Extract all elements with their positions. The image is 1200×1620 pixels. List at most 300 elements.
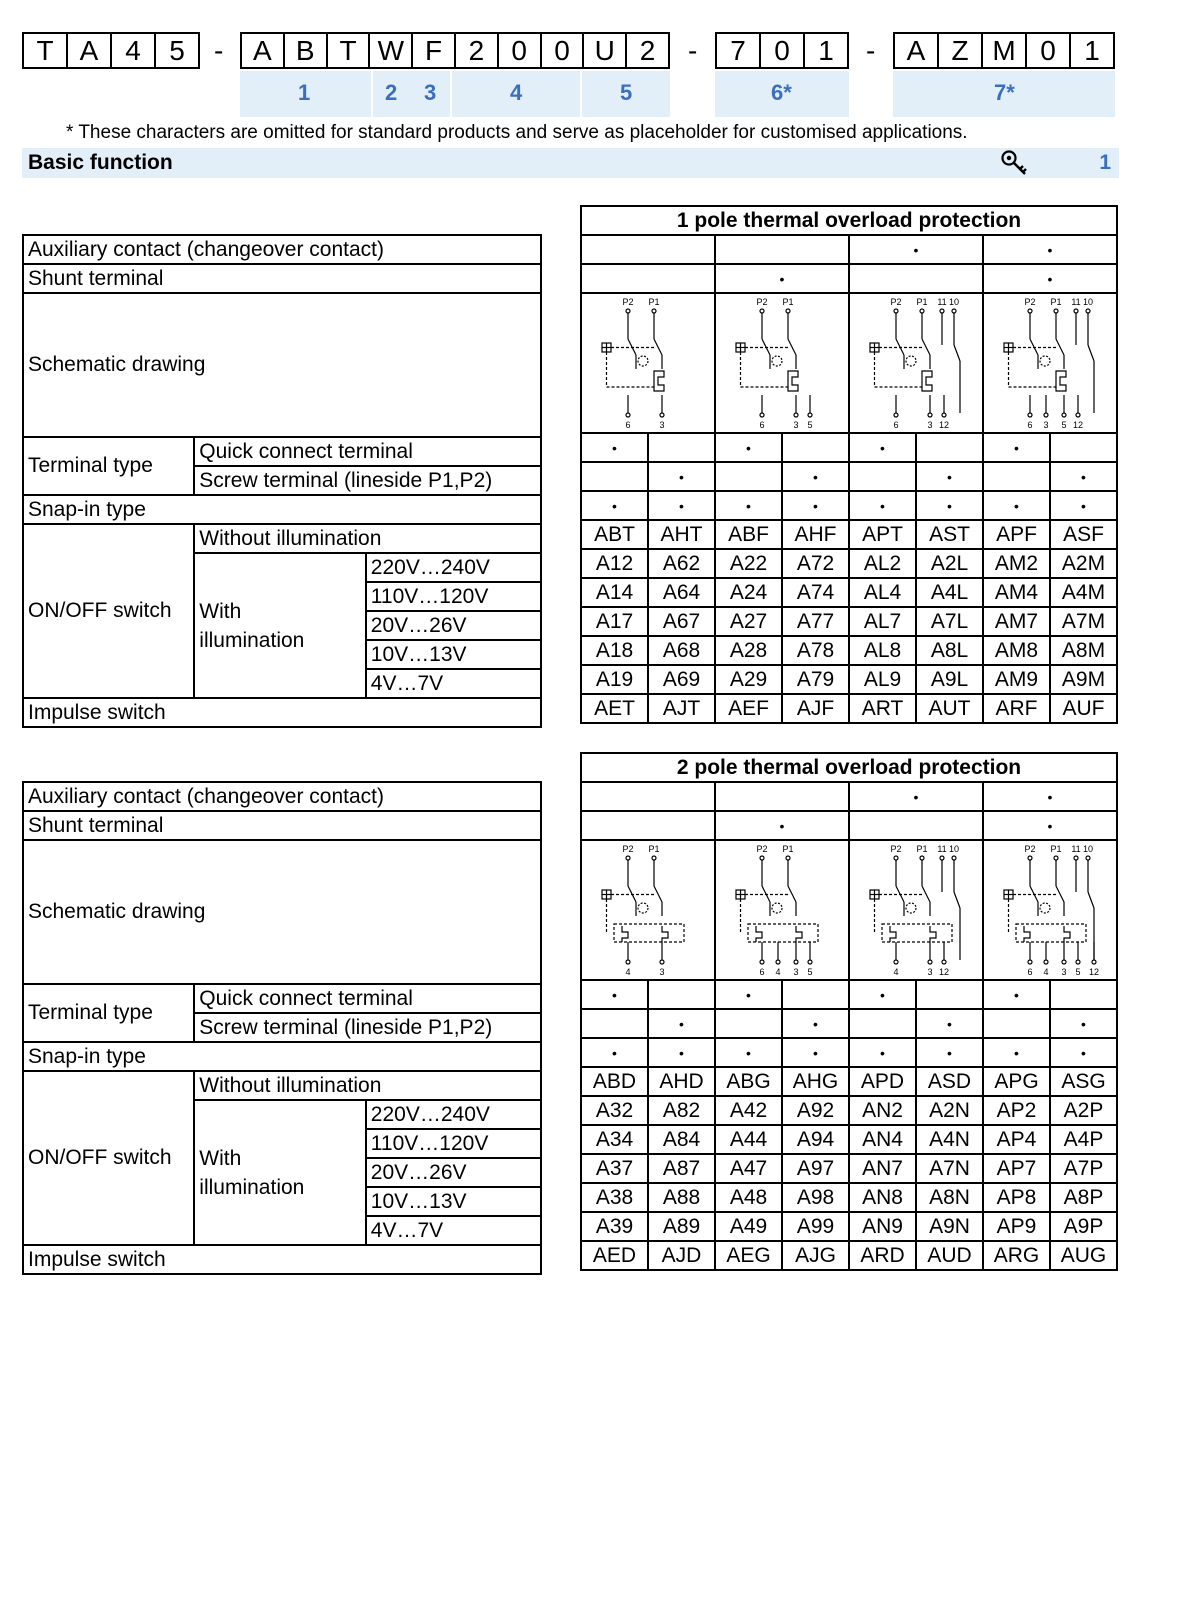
code-cell: A17 [581, 607, 648, 636]
code-cell: AEF [715, 694, 782, 723]
code-cell: ARD [849, 1241, 916, 1270]
code-cell: A92 [782, 1096, 849, 1125]
code-cell: A24 [715, 578, 782, 607]
position-number: 1 [298, 80, 311, 105]
quick-cell: • [581, 433, 648, 462]
code-cell: A34 [581, 1125, 648, 1154]
label-screw: Screw terminal (lineside P1,P2) [194, 466, 541, 495]
shunt-cell: • [983, 811, 1117, 840]
code-cell: ABG [715, 1067, 782, 1096]
code-cell: AL8 [849, 636, 916, 665]
quick-cell: • [715, 980, 782, 1009]
code-cell: A39 [581, 1212, 648, 1241]
code-cell: A78 [782, 636, 849, 665]
code-char: U [584, 34, 627, 67]
svg-text:3: 3 [793, 967, 799, 977]
code-char: A [242, 34, 285, 67]
quick-cell [1050, 980, 1117, 1009]
quick-cell: • [849, 433, 916, 462]
schematic-drawing [588, 295, 708, 431]
svg-text:6: 6 [1027, 420, 1033, 430]
schematic-drawing [722, 842, 842, 978]
section-number: 1 [1099, 151, 1111, 174]
svg-text:P1: P1 [782, 297, 794, 307]
code-char: T [24, 34, 68, 67]
code-cell: AHD [648, 1067, 715, 1096]
schematic-cell [849, 840, 983, 980]
label-snap: Snap-in type [23, 1042, 541, 1071]
code-char: 2 [639, 34, 656, 66]
code-cell: A94 [782, 1125, 849, 1154]
label-voltage: 20V…26V [366, 611, 541, 640]
label-snap: Snap-in type [23, 495, 541, 524]
label-terminal-type: Terminal type [23, 984, 194, 1042]
aux-cell: • [849, 235, 983, 264]
code-cell: A99 [782, 1212, 849, 1241]
code-cell: A2P [1050, 1096, 1117, 1125]
code-cell: A4M [1050, 578, 1117, 607]
code-table-1 [580, 205, 1118, 724]
code-char: T [328, 34, 371, 67]
svg-text:P2: P2 [756, 297, 768, 307]
label-onoff: ON/OFF switch [23, 524, 194, 698]
code-cell: A84 [648, 1125, 715, 1154]
code-cell: A44 [715, 1125, 782, 1154]
quick-cell [916, 433, 983, 462]
position-number: 5 [620, 80, 633, 105]
quick-cell: • [849, 980, 916, 1009]
screw-cell: • [648, 462, 715, 491]
screw-cell [715, 1009, 782, 1038]
code-cell: A49 [715, 1212, 782, 1241]
shunt-cell [849, 811, 983, 840]
shunt-cell [581, 811, 715, 840]
code-char: A [895, 34, 939, 67]
svg-text:3: 3 [1061, 967, 1067, 977]
code-char: 0 [542, 34, 585, 67]
code-cell: AP7 [983, 1154, 1050, 1183]
code-cell: AP4 [983, 1125, 1050, 1154]
code-cell: A4N [916, 1125, 983, 1154]
code-cell: A98 [782, 1183, 849, 1212]
code-cell: ABT [581, 520, 648, 549]
screw-cell: • [1050, 462, 1117, 491]
code-separator: - [866, 35, 876, 66]
svg-text:12: 12 [938, 967, 950, 977]
screw-cell [849, 462, 916, 491]
shunt-cell: • [715, 264, 849, 293]
code-cell: A22 [715, 549, 782, 578]
code-char: 4 [112, 34, 156, 67]
code-cell: APD [849, 1067, 916, 1096]
position-number: 6* [771, 80, 792, 105]
svg-text:P2: P2 [1024, 297, 1036, 307]
code-cell: AL9 [849, 665, 916, 694]
snap-cell: • [715, 491, 782, 520]
labels-table-1 [22, 234, 542, 728]
quick-cell [648, 980, 715, 1009]
svg-text:10: 10 [948, 297, 960, 307]
code-cell: ABD [581, 1067, 648, 1096]
screw-cell [849, 1009, 916, 1038]
code-cell: A37 [581, 1154, 648, 1183]
svg-text:4: 4 [625, 967, 631, 977]
label-illumination: illumination [199, 1175, 305, 1199]
label-voltage: 20V…26V [366, 1158, 541, 1187]
code-group-2 [240, 32, 670, 69]
svg-text:6: 6 [625, 420, 631, 430]
snap-cell: • [1050, 1038, 1117, 1067]
svg-text:3: 3 [793, 420, 799, 430]
screw-cell: • [782, 1009, 849, 1038]
screw-cell [983, 462, 1050, 491]
svg-text:6: 6 [1027, 967, 1033, 977]
svg-text:10: 10 [1082, 297, 1094, 307]
code-cell: AP2 [983, 1096, 1050, 1125]
schematic-drawing [722, 295, 842, 431]
code-cell: AHF [782, 520, 849, 549]
shunt-cell: • [715, 811, 849, 840]
svg-text:P1: P1 [916, 844, 928, 854]
section-title: Basic function [28, 151, 173, 174]
snap-cell: • [849, 1038, 916, 1067]
code-cell: ART [849, 694, 916, 723]
svg-text:12: 12 [1072, 420, 1084, 430]
label-quick: Quick connect terminal [194, 437, 541, 466]
code-cell: AL4 [849, 578, 916, 607]
code-cell: AET [581, 694, 648, 723]
code-cell: AN2 [849, 1096, 916, 1125]
label-aux: Auxiliary contact (changeover contact) [23, 235, 541, 264]
svg-text:P2: P2 [1024, 844, 1036, 854]
code-cell: AST [916, 520, 983, 549]
code-cell: AM4 [983, 578, 1050, 607]
code-cell: APF [983, 520, 1050, 549]
svg-text:11: 11 [937, 297, 947, 307]
snap-cell: • [648, 491, 715, 520]
code-group-4 [893, 32, 1115, 69]
code-cell: ASF [1050, 520, 1117, 549]
code-cell: APG [983, 1067, 1050, 1096]
label-terminal-type: Terminal type [23, 437, 194, 495]
snap-cell: • [983, 491, 1050, 520]
code-cell: AM2 [983, 549, 1050, 578]
aux-cell [715, 782, 849, 811]
section-header [22, 148, 1119, 178]
aux-cell: • [983, 235, 1117, 264]
code-cell: A72 [782, 549, 849, 578]
code-char: 1 [818, 34, 834, 66]
svg-text:10: 10 [948, 844, 960, 854]
svg-text:6: 6 [759, 420, 765, 430]
code-cell: A62 [648, 549, 715, 578]
code-cell: AL7 [849, 607, 916, 636]
code-cell: AED [581, 1241, 648, 1270]
label-voltage: 220V…240V [366, 1100, 541, 1129]
code-cell: AJD [648, 1241, 715, 1270]
screw-cell: • [648, 1009, 715, 1038]
code-cell: A29 [715, 665, 782, 694]
screw-cell [581, 1009, 648, 1038]
svg-text:P1: P1 [648, 297, 660, 307]
aux-cell [715, 235, 849, 264]
code-cell: AM8 [983, 636, 1050, 665]
code-cell: A69 [648, 665, 715, 694]
svg-text:P2: P2 [890, 297, 902, 307]
screw-cell [581, 462, 648, 491]
code-cell: A9L [916, 665, 983, 694]
schematic-drawing [856, 295, 976, 431]
code-cell: ASG [1050, 1067, 1117, 1096]
svg-text:6: 6 [759, 967, 765, 977]
label-screw: Screw terminal (lineside P1,P2) [194, 1013, 541, 1042]
svg-text:P2: P2 [756, 844, 768, 854]
position-number: 4 [510, 80, 523, 105]
label-onoff: ON/OFF switch [23, 1071, 194, 1245]
svg-text:5: 5 [807, 420, 813, 430]
position-number: 3 [424, 80, 437, 105]
svg-text:5: 5 [1075, 967, 1081, 977]
position-number: 2 [385, 80, 398, 105]
code-separator: - [214, 35, 224, 66]
label-voltage: 10V…13V [366, 640, 541, 669]
svg-text:11: 11 [1071, 297, 1081, 307]
code-cell: A64 [648, 578, 715, 607]
code-cell: A77 [782, 607, 849, 636]
svg-text:P1: P1 [916, 297, 928, 307]
label-schematic: Schematic drawing [23, 840, 541, 984]
schematic-cell [983, 293, 1117, 433]
code-cell: AJT [648, 694, 715, 723]
code-char: 5 [169, 34, 185, 66]
code-cell: A79 [782, 665, 849, 694]
code-group-1 [22, 32, 200, 69]
svg-text:P2: P2 [890, 844, 902, 854]
quick-cell [782, 433, 849, 462]
shunt-cell [849, 264, 983, 293]
snap-cell: • [782, 491, 849, 520]
code-cell: A8N [916, 1183, 983, 1212]
code-cell: A82 [648, 1096, 715, 1125]
label-impulse: Impulse switch [23, 698, 541, 727]
code-char: W [370, 34, 413, 67]
code-char: 0 [499, 34, 542, 67]
svg-text:6: 6 [893, 420, 899, 430]
code-cell: AM9 [983, 665, 1050, 694]
code-cell: A12 [581, 549, 648, 578]
label-quick: Quick connect terminal [194, 984, 541, 1013]
aux-cell [581, 782, 715, 811]
code-cell: AUG [1050, 1241, 1117, 1270]
code-char: Z [939, 34, 983, 67]
code-cell: A38 [581, 1183, 648, 1212]
schematic-cell [715, 293, 849, 433]
label-illumination: illumination [199, 628, 305, 652]
label-with: With [199, 1146, 242, 1170]
code-group-3 [715, 32, 849, 69]
label-voltage: 110V…120V [366, 1129, 541, 1158]
svg-text:10: 10 [1082, 844, 1094, 854]
type-code-header [0, 0, 1200, 125]
label-shunt: Shunt terminal [23, 264, 541, 293]
code-cell: ABF [715, 520, 782, 549]
code-cell: A27 [715, 607, 782, 636]
code-char: 0 [761, 34, 805, 67]
code-cell: AUD [916, 1241, 983, 1270]
labels-table-2 [22, 781, 542, 1275]
label-with-illumination [194, 553, 366, 698]
code-cell: A47 [715, 1154, 782, 1183]
svg-text:P1: P1 [1050, 297, 1062, 307]
key-icon [999, 148, 1031, 178]
svg-text:11: 11 [1071, 844, 1081, 854]
svg-text:3: 3 [1043, 420, 1049, 430]
label-with: With [199, 599, 242, 623]
quick-cell [1050, 433, 1117, 462]
code-cell: AEG [715, 1241, 782, 1270]
svg-text:P2: P2 [622, 844, 634, 854]
snap-cell: • [648, 1038, 715, 1067]
code-cell: AUF [1050, 694, 1117, 723]
code-cell: AJG [782, 1241, 849, 1270]
aux-cell: • [983, 782, 1117, 811]
code-char: 2 [456, 34, 499, 67]
code-cell: A28 [715, 636, 782, 665]
code-cell: A4P [1050, 1125, 1117, 1154]
code-cell: A2M [1050, 549, 1117, 578]
code-cell: A48 [715, 1183, 782, 1212]
code-cell: AUT [916, 694, 983, 723]
svg-text:5: 5 [807, 967, 813, 977]
code-cell: ASD [916, 1067, 983, 1096]
code-cell: ARG [983, 1241, 1050, 1270]
footnote: * These characters are omitted for standard products and serve as placeholder for customised applications. [66, 122, 968, 143]
screw-cell: • [782, 462, 849, 491]
code-char: A [68, 34, 112, 67]
code-cell: AN8 [849, 1183, 916, 1212]
code-cell: A7M [1050, 607, 1117, 636]
snap-cell: • [715, 1038, 782, 1067]
aux-cell [581, 235, 715, 264]
code-char: 1 [1084, 34, 1100, 66]
code-cell: A8P [1050, 1183, 1117, 1212]
code-cell: A89 [648, 1212, 715, 1241]
svg-text:P1: P1 [1050, 844, 1062, 854]
quick-cell [916, 980, 983, 1009]
code-char: 0 [1027, 34, 1071, 67]
table-title: 2 pole thermal overload protection [581, 753, 1117, 782]
code-cell: A9P [1050, 1212, 1117, 1241]
code-separator: - [688, 35, 698, 66]
svg-text:P1: P1 [782, 844, 794, 854]
label-voltage: 4V…7V [366, 669, 541, 698]
svg-text:3: 3 [927, 967, 933, 977]
label-without: Without illumination [194, 524, 541, 553]
code-cell: A7N [916, 1154, 983, 1183]
snap-cell: • [1050, 491, 1117, 520]
code-cell: A8M [1050, 636, 1117, 665]
quick-cell: • [715, 433, 782, 462]
code-cell: A74 [782, 578, 849, 607]
screw-cell [983, 1009, 1050, 1038]
screw-cell: • [916, 462, 983, 491]
label-without: Without illumination [194, 1071, 541, 1100]
code-cell: A4L [916, 578, 983, 607]
code-cell: AHT [648, 520, 715, 549]
label-voltage: 110V…120V [366, 582, 541, 611]
shunt-cell: • [983, 264, 1117, 293]
schematic-cell [581, 840, 715, 980]
code-char: M [983, 34, 1027, 67]
svg-text:4: 4 [893, 967, 899, 977]
code-cell: A87 [648, 1154, 715, 1183]
code-cell: A88 [648, 1183, 715, 1212]
code-cell: A18 [581, 636, 648, 665]
aux-cell: • [849, 782, 983, 811]
code-cell: A2L [916, 549, 983, 578]
schematic-drawing [990, 842, 1110, 978]
snap-cell: • [782, 1038, 849, 1067]
code-cell: A2N [916, 1096, 983, 1125]
code-cell: A19 [581, 665, 648, 694]
code-cell: AL2 [849, 549, 916, 578]
code-cell: ARF [983, 694, 1050, 723]
code-cell: AM7 [983, 607, 1050, 636]
code-cell: A97 [782, 1154, 849, 1183]
svg-text:4: 4 [1043, 967, 1049, 977]
quick-cell: • [983, 980, 1050, 1009]
code-table-2 [580, 752, 1118, 1271]
code-cell: A32 [581, 1096, 648, 1125]
code-cell: A8L [916, 636, 983, 665]
svg-text:P2: P2 [622, 297, 634, 307]
code-char: F [413, 34, 456, 67]
code-cell: A42 [715, 1096, 782, 1125]
code-cell: AN7 [849, 1154, 916, 1183]
label-voltage: 4V…7V [366, 1216, 541, 1245]
label-aux: Auxiliary contact (changeover contact) [23, 782, 541, 811]
quick-cell: • [983, 433, 1050, 462]
svg-text:3: 3 [659, 967, 665, 977]
svg-text:12: 12 [1088, 967, 1100, 977]
label-schematic: Schematic drawing [23, 293, 541, 437]
label-voltage: 220V…240V [366, 553, 541, 582]
svg-text:P1: P1 [648, 844, 660, 854]
svg-text:11: 11 [937, 844, 947, 854]
svg-text:4: 4 [775, 967, 781, 977]
code-cell: A9N [916, 1212, 983, 1241]
snap-cell: • [916, 1038, 983, 1067]
svg-text:3: 3 [927, 420, 933, 430]
svg-text:3: 3 [659, 420, 665, 430]
code-cell: AP9 [983, 1212, 1050, 1241]
screw-cell [715, 462, 782, 491]
code-cell: APT [849, 520, 916, 549]
code-char: 7 [717, 34, 761, 67]
snap-cell: • [849, 491, 916, 520]
code-cell: A7L [916, 607, 983, 636]
code-cell: AP8 [983, 1183, 1050, 1212]
label-with-illumination [194, 1100, 366, 1245]
code-cell: A14 [581, 578, 648, 607]
schematic-cell [983, 840, 1117, 980]
snap-cell: • [983, 1038, 1050, 1067]
quick-cell [782, 980, 849, 1009]
table-title: 1 pole thermal overload protection [581, 206, 1117, 235]
quick-cell: • [581, 980, 648, 1009]
schematic-cell [849, 293, 983, 433]
screw-cell: • [916, 1009, 983, 1038]
